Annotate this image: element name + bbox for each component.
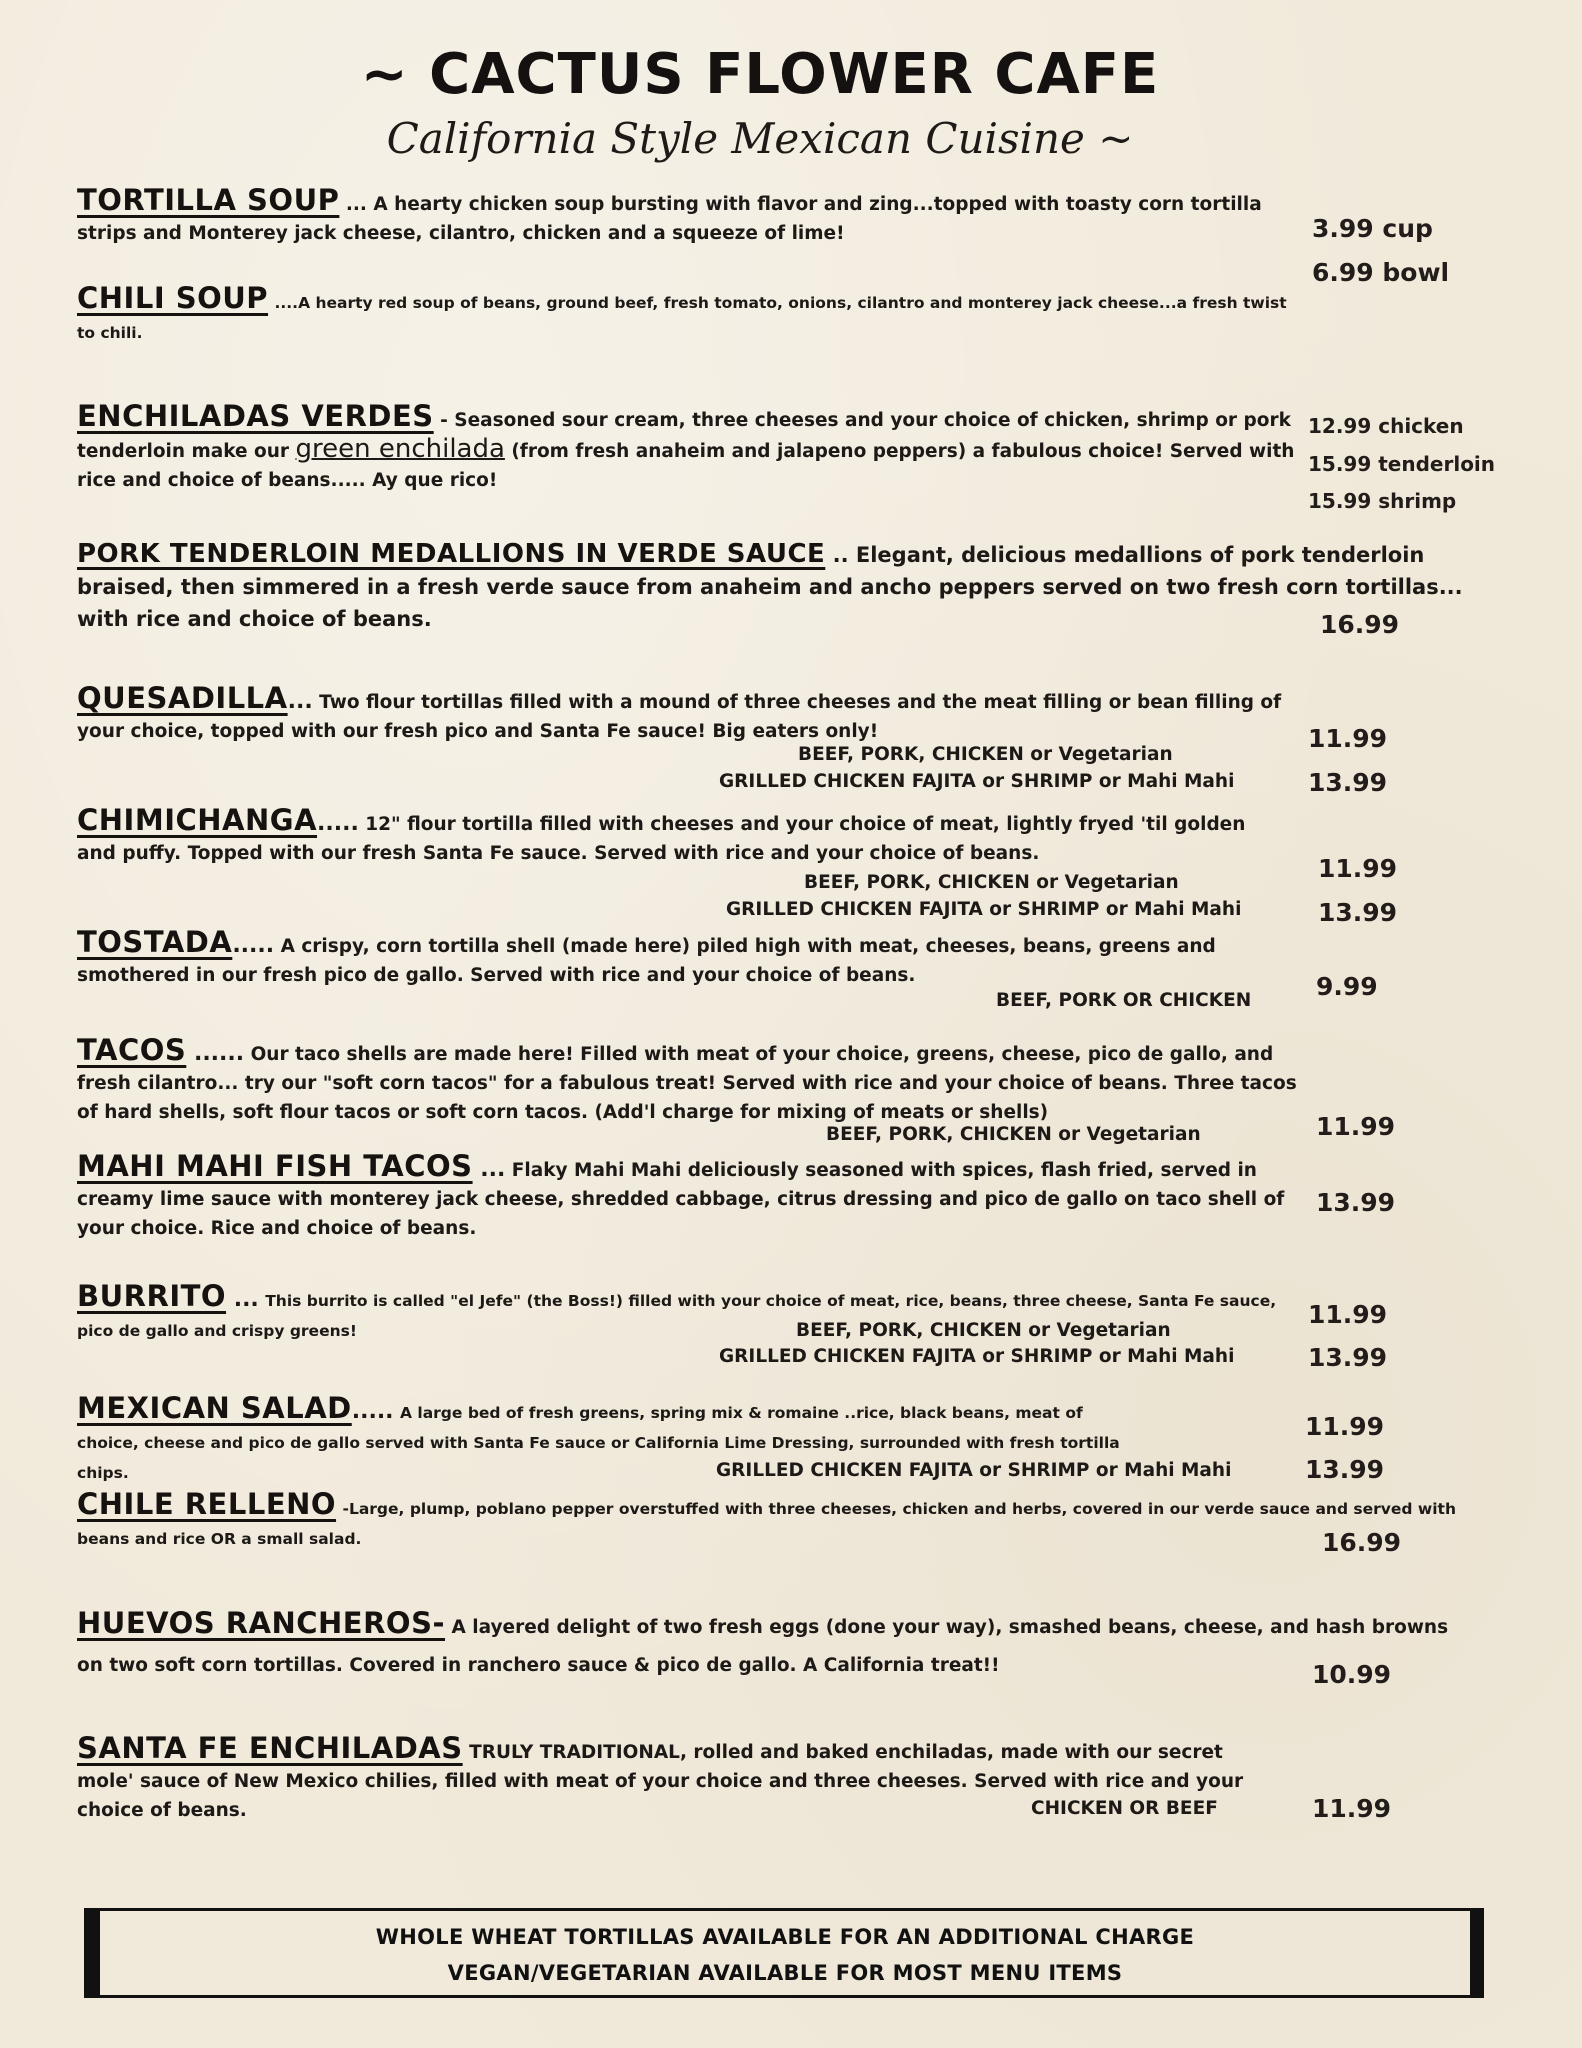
footer-notice-box: [84, 1908, 1484, 1998]
item-description: A large bed of fresh greens, spring mix & romaine ..rice, black beans, meat of choice, cheese and pico de gallo served with Santa Fe sauce or California Lime Dressing, surrounded with fresh tortilla chips.: [77, 1404, 1120, 1482]
green-enchilada-highlight: green enchilada: [295, 434, 505, 464]
item-name: QUESADILLA: [77, 681, 288, 715]
price-standard: 11.99: [1318, 854, 1398, 883]
menu-item-chili-soup: [77, 281, 1297, 348]
price: 16.99: [1320, 610, 1400, 639]
menu-item-enchiladas-verdes: [77, 399, 1297, 495]
menu-item-pork-tenderloin: [77, 538, 1477, 635]
item-name: TACOS: [77, 1033, 187, 1067]
item-name: TORTILLA SOUP: [77, 183, 340, 217]
price: 11.99: [1316, 1112, 1396, 1141]
item-name: BURRITO: [77, 1279, 227, 1313]
item-description: A crispy, corn tortilla shell (made here) piled high with meat, cheeses, beans, greens and smothered in our fresh pico de gallo. Served with rice and your choice of beans.: [77, 936, 1216, 986]
item-description: Flaky Mahi Mahi deliciously seasoned with spices, flash fried, served in creamy lime sauce with monterey jack cheese, shredded cabbage, citrus dressing and pico de gallo on taco shell of your choice. Rice and choice of beans.: [77, 1160, 1285, 1239]
restaurant-title: ~ CACTUS FLOWER CAFE: [360, 42, 1160, 107]
option-standard: CHICKEN OR BEEF: [1031, 1798, 1218, 1819]
menu-item-tostada: TOSTADA..... A crispy, corn tortilla shell (made here) piled high with meat, cheeses, beans, greens and smothered in our fresh pico de gallo. Served with rice and your choice of beans.: [77, 925, 1216, 986]
price-premium: 13.99: [1305, 1455, 1385, 1484]
menu-item-mahi-tacos: MAHI MAHI FISH TACOS ... Flaky Mahi Mahi deliciously seasoned with spices, flash fried, served in creamy lime sauce with monterey jack cheese, shredded cabbage, citrus dressing and pico de gallo on taco shell of your choice. Rice and choice of beans.: [77, 1149, 1285, 1239]
price: 10.99: [1312, 1660, 1392, 1689]
item-description: - Seasoned sour cream, three cheeses and your choice of chicken, shrimp or pork tenderloin make our: [77, 410, 1291, 462]
item-name: CHILI SOUP: [77, 281, 269, 315]
item-name: MAHI MAHI FISH TACOS: [77, 1149, 473, 1183]
price: 11.99: [1312, 1794, 1392, 1823]
item-description: This burrito is called "el Jefe" (the Boss!) filled with your choice of meat, rice, beans, three cheese, Santa Fe sauce, pico de gallo and crispy greens!: [77, 1292, 1277, 1340]
option-standard: BEEF, PORK, CHICKEN or Vegetarian: [796, 1320, 1171, 1341]
price-premium: 13.99: [1308, 768, 1388, 797]
menu-item-quesadilla: QUESADILLA... Two flour tortillas filled with a mound of three cheeses and the meat filling or bean filling of your choice, topped with our fresh pico and Santa Fe sauce! Big eaters only!: [77, 681, 1282, 742]
price-standard: 11.99: [1308, 724, 1388, 753]
price: 16.99: [1322, 1528, 1402, 1557]
option-standard: BEEF, PORK, CHICKEN or Vegetarian: [798, 744, 1173, 765]
option-premium: GRILLED CHICKEN FAJITA or SHRIMP or Mahi Mahi: [716, 1460, 1232, 1481]
menu-item-burrito: BURRITO ... This burrito is called "el Jefe" (the Boss!) filled with your choice of meat, rice, beans, three cheese, Santa Fe sauce, pico de gallo and crispy greens!: [77, 1279, 1277, 1340]
price-chicken: 12.99 chicken: [1308, 414, 1464, 438]
option-premium: GRILLED CHICKEN FAJITA or SHRIMP or Mahi Mahi: [719, 1346, 1235, 1367]
menu-item-huevos-rancheros: [77, 1604, 1457, 1685]
price-shrimp: 15.99 shrimp: [1308, 489, 1457, 513]
price-standard: 11.99: [1308, 1300, 1388, 1329]
option-standard: BEEF, PORK, CHICKEN or Vegetarian: [804, 872, 1179, 893]
price: 13.99: [1316, 1188, 1396, 1217]
menu-item-mexican-salad: MEXICAN SALAD..... A large bed of fresh greens, spring mix & romaine ..rice, black beans, meat of choice, cheese and pico de gallo served with Santa Fe sauce or California Lime Dressing, surrounded with fresh tortilla chips.: [77, 1391, 1120, 1482]
footer-line-vegan: VEGAN/VEGETARIAN AVAILABLE FOR MOST MENU ITEMS: [447, 1961, 1123, 1985]
item-description: .. Elegant, delicious medallions of pork tenderloin braised, then simmered in a fresh verde sauce from anaheim and ancho peppers served on two fresh corn tortillas... with rice and choice of beans.: [77, 543, 1463, 631]
menu-item-chile-relleno: [77, 1487, 1457, 1554]
item-description: -Large, plump, poblano pepper overstuffed with three cheeses, chicken and herbs, covered in our verde sauce and served with beans and rice OR a small salad.: [77, 1500, 1456, 1548]
item-name: CHILE RELLENO: [77, 1487, 337, 1521]
item-name: HUEVOS RANCHEROS-: [77, 1606, 446, 1640]
price-tenderloin: 15.99 tenderloin: [1308, 452, 1496, 476]
option-standard: BEEF, PORK, CHICKEN or Vegetarian: [826, 1124, 1201, 1145]
menu-item-tortilla-soup: [77, 183, 1277, 248]
price-premium: 13.99: [1318, 898, 1398, 927]
menu-item-chimichanga: CHIMICHANGA..... 12" flour tortilla filled with cheeses and your choice of meat, lightly fryed 'til golden and puffy. Topped with our fresh Santa Fe sauce. Served with rice and your choice of beans.: [77, 803, 1246, 864]
item-description: 12" flour tortilla filled with cheeses and your choice of meat, lightly fryed 'til golden and puffy. Topped with our fresh Santa Fe sauce. Served with rice and your choice of beans.: [77, 814, 1246, 864]
option-premium: GRILLED CHICKEN FAJITA or SHRIMP or Mahi Mahi: [719, 771, 1235, 792]
item-description-cont: (from fresh anaheim and jalapeno peppers) a fabulous choice! Served with rice and choice of beans..... Ay que rico!: [77, 441, 1295, 491]
restaurant-subtitle: California Style Mexican Cuisine ~: [386, 114, 1134, 163]
price-cup: 3.99 cup: [1312, 214, 1433, 243]
footer-line-whole-wheat: WHOLE WHEAT TORTILLAS AVAILABLE FOR AN ADDITIONAL CHARGE: [375, 1925, 1195, 1949]
option-premium: GRILLED CHICKEN FAJITA or SHRIMP or Mahi Mahi: [726, 899, 1242, 920]
price-premium: 13.99: [1308, 1343, 1388, 1372]
item-name: PORK TENDERLOIN MEDALLIONS IN VERDE SAUCE: [77, 539, 826, 569]
price-bowl: 6.99 bowl: [1312, 258, 1450, 287]
item-description: Two flour tortillas filled with a mound of three cheeses and the meat filling or bean filling of your choice, topped with our fresh pico and Santa Fe sauce! Big eaters only!: [77, 692, 1282, 742]
item-description: ... A hearty chicken soup bursting with flavor and zing...topped with toasty corn tortilla strips and Monterey jack cheese, cilantro, chicken and a squeeze of lime!: [77, 194, 1262, 244]
item-name: CHIMICHANGA: [77, 803, 318, 837]
menu-item-tacos: TACOS ...... Our taco shells are made here! Filled with meat of your choice, greens, cheese, pico de gallo, and fresh cilantro... try our "soft corn tacos" for a fabulous treat! Served with rice and your choice of beans. Three tacos of hard shells, soft flour tacos or soft corn tacos. (Add'l charge for mixing of meats or shells): [77, 1033, 1297, 1123]
item-name: SANTA FE ENCHILADAS: [77, 1731, 463, 1765]
item-description: Our taco shells are made here! Filled with meat of your choice, greens, cheese, pico de gallo, and fresh cilantro... try our "soft corn tacos" for a fabulous treat! Served with rice and your choice of beans. Three tacos of hard shells, soft flour tacos or soft corn tacos. (Add'l charge for mixing of meats or shells): [77, 1044, 1297, 1123]
item-description: A layered delight of two fresh eggs (done your way), smashed beans, cheese, and hash browns on two soft corn tortillas. Covered in ranchero sauce & pico de gallo. A California treat!!: [77, 1617, 1449, 1676]
item-description: TRULY TRADITIONAL, rolled and baked enchiladas, made with our secret mole' sauce of New Mexico chilies, filled with meat of your choice and three cheeses. Served with rice and your choice of beans.: [77, 1742, 1244, 1821]
item-name: MEXICAN SALAD: [77, 1391, 352, 1425]
option-standard: BEEF, PORK OR CHICKEN: [996, 990, 1252, 1011]
item-description: ....A hearty red soup of beans, ground beef, fresh tomato, onions, cilantro and monterey jack cheese...a fresh twist to chili.: [77, 294, 1287, 342]
item-name: ENCHILADAS VERDES: [77, 399, 434, 433]
item-name: TOSTADA: [77, 925, 233, 959]
price: 9.99: [1316, 972, 1378, 1001]
price-standard: 11.99: [1305, 1412, 1385, 1441]
